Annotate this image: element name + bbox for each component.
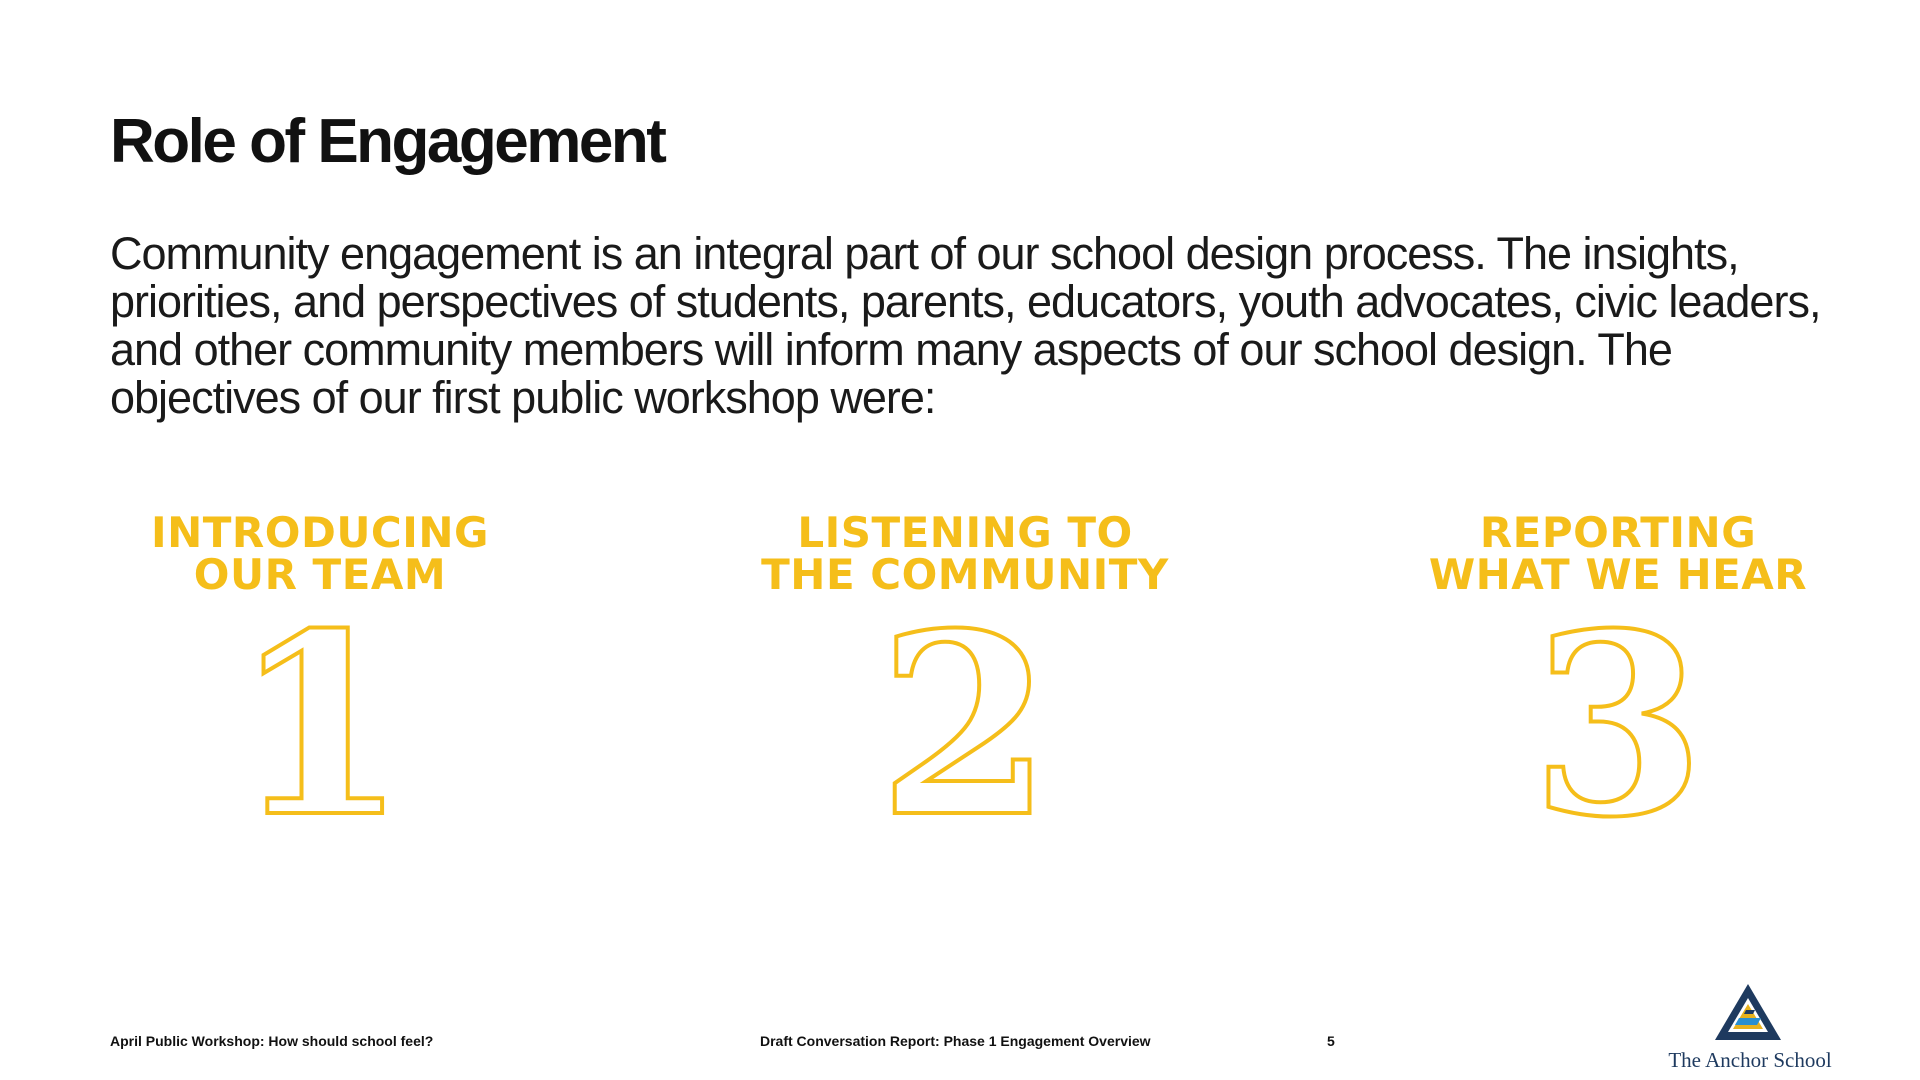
objective-heading-line: INTRODUCING [150, 508, 489, 557]
objective-heading-line: LISTENING TO [797, 508, 1133, 557]
objective-1 [60, 508, 580, 872]
objective-number: 1 [233, 578, 407, 872]
objective-heading-line: WHAT WE HEAR [1428, 550, 1808, 599]
objective-3 [1358, 508, 1878, 872]
slide-title: Role of Engagement [110, 107, 665, 176]
logo-text: The Anchor School [1668, 1048, 1832, 1072]
footer-workshop-title: April Public Workshop: How should school feel? [110, 1033, 434, 1049]
objective-2 [705, 508, 1225, 872]
footer-report-title: Draft Conversation Report: Phase 1 Engagement Overview [760, 1033, 1151, 1049]
objective-heading-line: OUR TEAM [193, 550, 447, 599]
page-number: 5 [1327, 1033, 1335, 1049]
anchor-school-logo [1660, 982, 1840, 1072]
objective-number: 3 [1531, 578, 1705, 872]
objectives-row [0, 508, 1920, 872]
anchor-triangle-icon [1713, 982, 1783, 1042]
objective-heading-line: REPORTING [1479, 508, 1757, 557]
objective-heading-line: THE COMMUNITY [761, 550, 1169, 599]
objective-number: 2 [878, 578, 1052, 872]
intro-paragraph: Community engagement is an integral part of our school design process. The insights, priorities, and perspectives of students, parents, educators, youth advocates, civic leaders, and other community members will inform many aspects of our school design. The objectives of our first public workshop were: [110, 228, 1821, 423]
